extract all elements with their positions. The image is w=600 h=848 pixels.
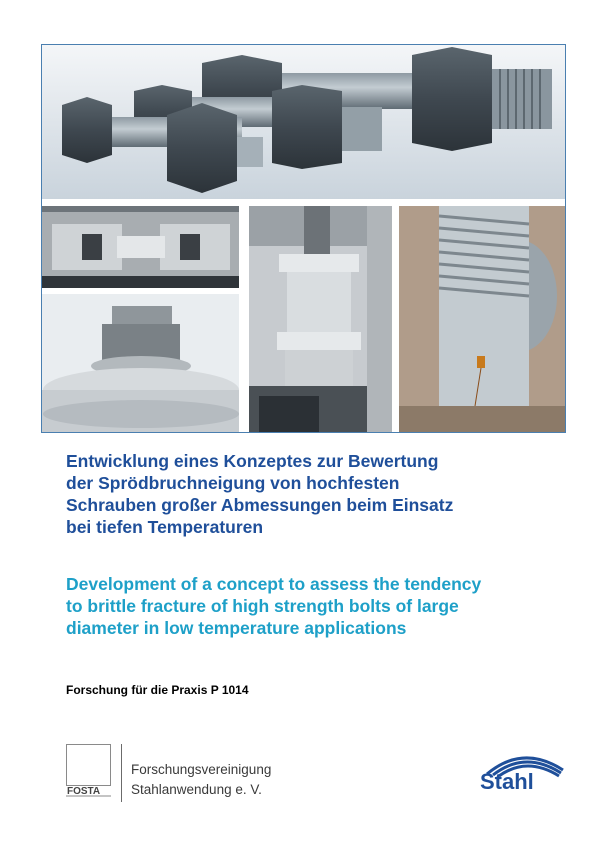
insulator-photo	[42, 294, 239, 432]
title-english	[66, 573, 566, 639]
title-german-line: Schrauben großer Abmessungen beim Einsatz	[66, 495, 454, 515]
test-rig-photo	[249, 206, 392, 432]
strain-gauge-bolt-photo	[399, 206, 565, 432]
bolts-photo	[42, 45, 565, 199]
organization-line: Forschungsvereinigung	[131, 762, 272, 777]
title-english-line: to brittle fracture of high strength bolts of large	[66, 596, 459, 616]
title-english-line: Development of a concept to assess the tendency	[66, 574, 482, 594]
stahl-wordmark: Stahl	[480, 769, 534, 794]
fosta-abbreviation: FOSTA	[67, 786, 101, 797]
title-german-line: der Sprödbruchneigung von hochfesten	[66, 473, 400, 493]
title-german	[66, 450, 566, 538]
cover-photo-collage	[41, 44, 566, 433]
title-english-line: diameter in low temperature applications	[66, 618, 407, 638]
organization-name	[131, 760, 271, 800]
title-german-line: Entwicklung eines Konzeptes zur Bewertung	[66, 451, 439, 471]
title-german-line: bei tiefen Temperaturen	[66, 517, 264, 537]
organization-line: Stahlanwendung e. V.	[131, 782, 262, 797]
series-label: Forschung für die Praxis P 1014	[66, 683, 249, 697]
logo-divider	[121, 744, 122, 802]
tensile-specimen-photo	[42, 206, 239, 288]
